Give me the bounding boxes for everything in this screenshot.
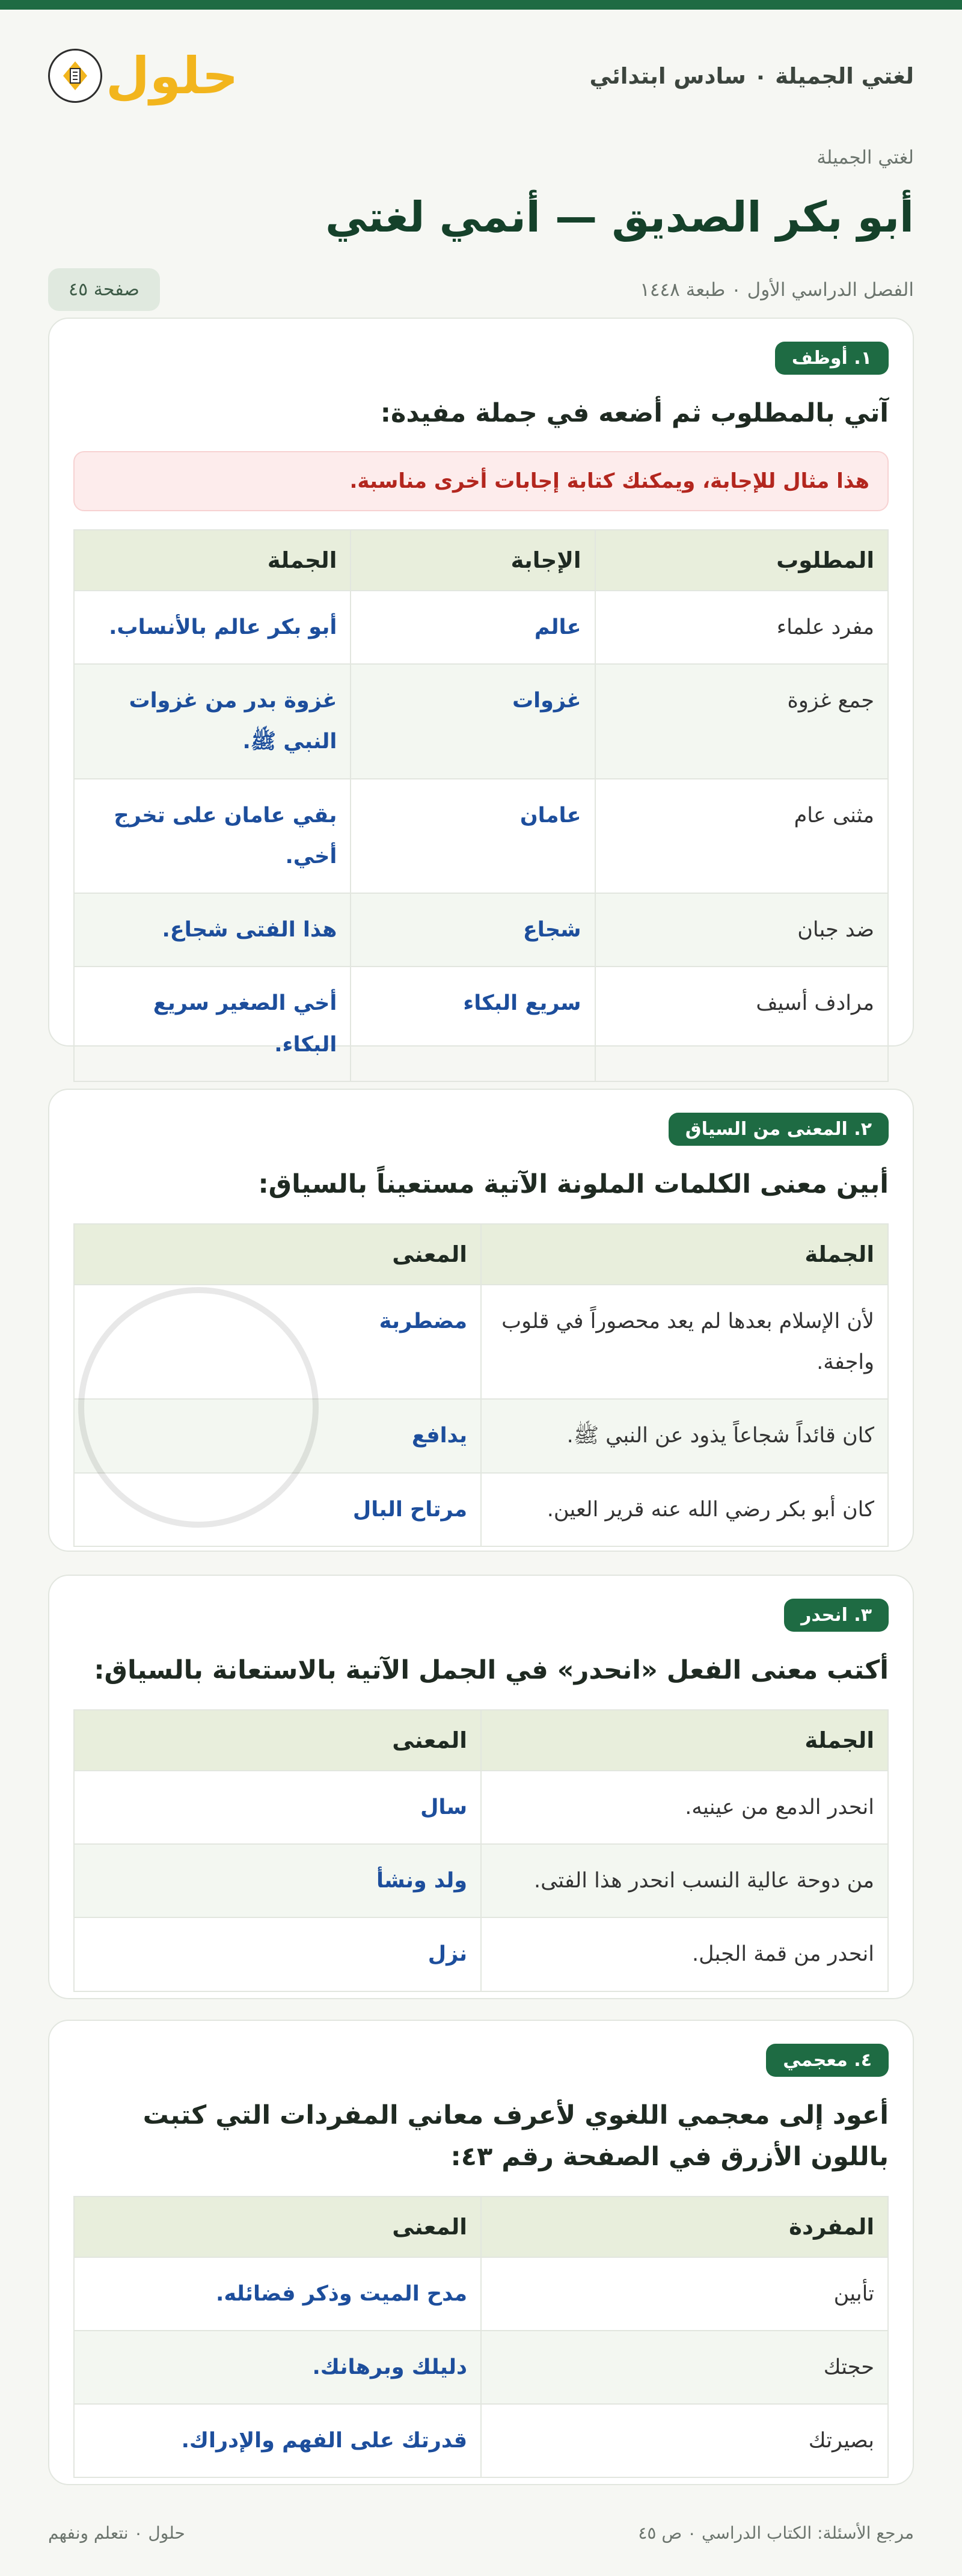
page-number-badge: صفحة ٤٥ xyxy=(48,268,160,311)
answer-cell: عامان xyxy=(351,779,595,894)
footer-brand: حلول ٠ نتعلم ونفهم xyxy=(48,2523,185,2543)
required-cell: مرادف أسيف xyxy=(595,967,888,1081)
table-row xyxy=(74,1771,888,1844)
page-title: أبو بكر الصديق — أنمي لغتي xyxy=(325,192,914,242)
vocabulary-table xyxy=(73,2196,889,2479)
table-header-row xyxy=(74,1710,888,1771)
logo-text: حلول xyxy=(106,46,239,105)
meaning-cell: مرتاح البال xyxy=(74,1473,481,1546)
breadcrumb[interactable]: لغتي الجميلة xyxy=(816,147,914,168)
table-row xyxy=(74,967,888,1081)
required-cell: ضد جبان xyxy=(595,893,888,967)
table-row xyxy=(74,779,888,894)
meaning-cell: مدح الميت وذكر فضائله. xyxy=(74,2257,481,2331)
section-question: أبين معنى الكلمات الملونة الآتية مستعيناً بالسياق: xyxy=(258,1169,889,1199)
meaning-cell: نزل xyxy=(74,1917,481,1991)
section-tag: ٤. معجمي xyxy=(766,2044,889,2077)
meaning-cell: دليلك وبرهانك. xyxy=(74,2331,481,2404)
column-header: المعنى xyxy=(74,2196,481,2257)
column-header: الإجابة xyxy=(351,530,595,591)
word-cell: حجتك xyxy=(481,2331,888,2404)
word-cell: بصيرتك xyxy=(481,2404,888,2477)
sentence-cell: من دوحة عالية النسب انحدر هذا الفتى. xyxy=(481,1844,888,1917)
sentence-cell: أخي الصغير سريع البكاء. xyxy=(74,967,351,1081)
section-tag: ٢. المعنى من السياق xyxy=(669,1113,889,1146)
table-row xyxy=(74,2404,888,2477)
answer-note: هذا مثال للإجابة، ويمكنك كتابة إجابات أخرى مناسبة. xyxy=(73,451,889,511)
table-row xyxy=(74,1473,888,1546)
sentence-cell: بقي عامان على تخرج أخي. xyxy=(74,779,351,894)
footer-reference: مرجع الأسئلة: الكتاب الدراسي ٠ ص ٤٥ xyxy=(638,2523,914,2543)
column-header: الجملة xyxy=(481,1710,888,1771)
verb-meanings-table xyxy=(73,1709,889,1992)
logo-book-icon xyxy=(48,49,102,103)
table-row xyxy=(74,591,888,664)
answer-cell: غزوات xyxy=(351,664,595,779)
column-header: الجملة xyxy=(481,1224,888,1285)
sentence-cell: غزوة بدر من غزوات النبي ﷺ. xyxy=(74,664,351,779)
sentence-cell: انحدر الدمع من عينيه. xyxy=(481,1771,888,1844)
table-header-row xyxy=(74,2196,888,2257)
meta-row xyxy=(0,268,962,311)
required-cell: مثنى عام xyxy=(595,779,888,894)
section-question: أعود إلى معجمي اللغوي لأعرف معاني المفردات التي كتبت باللون الأزرق في الصفحة رقم ٤٣: xyxy=(142,2100,889,2172)
table-row xyxy=(74,893,888,967)
section-tag: ٣. انحدر xyxy=(784,1599,889,1632)
sentence-cell: لأن الإسلام بعدها لم يعد محصوراً في قلوب واجفة. xyxy=(481,1285,888,1400)
table-row xyxy=(74,2257,888,2331)
table-row xyxy=(74,664,888,779)
answer-cell: شجاع xyxy=(351,893,595,967)
table-row xyxy=(74,1285,888,1400)
meaning-cell: يدافع xyxy=(74,1399,481,1472)
page-footer xyxy=(48,2523,914,2543)
page-header xyxy=(0,10,962,142)
top-accent-bar xyxy=(0,0,962,10)
column-header: الجملة xyxy=(74,530,351,591)
meaning-cell: قدرتك على الفهم والإدراك. xyxy=(74,2404,481,2477)
table-row xyxy=(74,2331,888,2404)
sentence-cell: انحدر من قمة الجبل. xyxy=(481,1917,888,1991)
column-header: المطلوب xyxy=(595,530,888,591)
edition-meta: الفصل الدراسي الأول ٠ طبعة ١٤٤٨ xyxy=(640,278,914,301)
required-cell: مفرد علماء xyxy=(595,591,888,664)
section-question: آتي بالمطلوب ثم أضعه في جملة مفيدة: xyxy=(380,398,889,428)
table-row xyxy=(74,1844,888,1917)
answer-cell: عالم xyxy=(351,591,595,664)
table-header-row xyxy=(74,530,888,591)
meaning-cell: مضطربة xyxy=(74,1285,481,1400)
table-row xyxy=(74,1399,888,1472)
sentence-cell: هذا الفتى شجاع. xyxy=(74,893,351,967)
header-title: لغتي الجميلة ٠ سادس ابتدائي xyxy=(589,63,914,89)
section-card-2 xyxy=(48,1089,914,1552)
section-card-1 xyxy=(48,318,914,1057)
answers-table xyxy=(73,529,889,1082)
logo[interactable] xyxy=(48,46,238,105)
meaning-cell: ولد ونشأ xyxy=(74,1844,481,1917)
sentence-cell: كان أبو بكر رضي الله عنه قرير العين. xyxy=(481,1473,888,1546)
meanings-table xyxy=(73,1223,889,1547)
required-cell: جمع غزوة xyxy=(595,664,888,779)
column-header: المعنى xyxy=(74,1710,481,1771)
column-header: المعنى xyxy=(74,1224,481,1285)
section-card-3 xyxy=(48,1575,914,1999)
word-cell: تأبين xyxy=(481,2257,888,2331)
answer-cell: سريع البكاء xyxy=(351,967,595,1081)
sentence-cell: أبو بكر عالم بالأنساب. xyxy=(74,591,351,664)
section-card-4 xyxy=(48,2020,914,2485)
table-header-row xyxy=(74,1224,888,1285)
section-tag: ١. أوظف xyxy=(775,342,889,375)
meaning-cell: سال xyxy=(74,1771,481,1844)
section-question: أكتب معنى الفعل «انحدر» في الجمل الآتية بالاستعانة بالسياق: xyxy=(94,1655,889,1685)
column-header: المفردة xyxy=(481,2196,888,2257)
sentence-cell: كان قائداً شجاعاً يذود عن النبي ﷺ. xyxy=(481,1399,888,1472)
table-row xyxy=(74,1917,888,1991)
